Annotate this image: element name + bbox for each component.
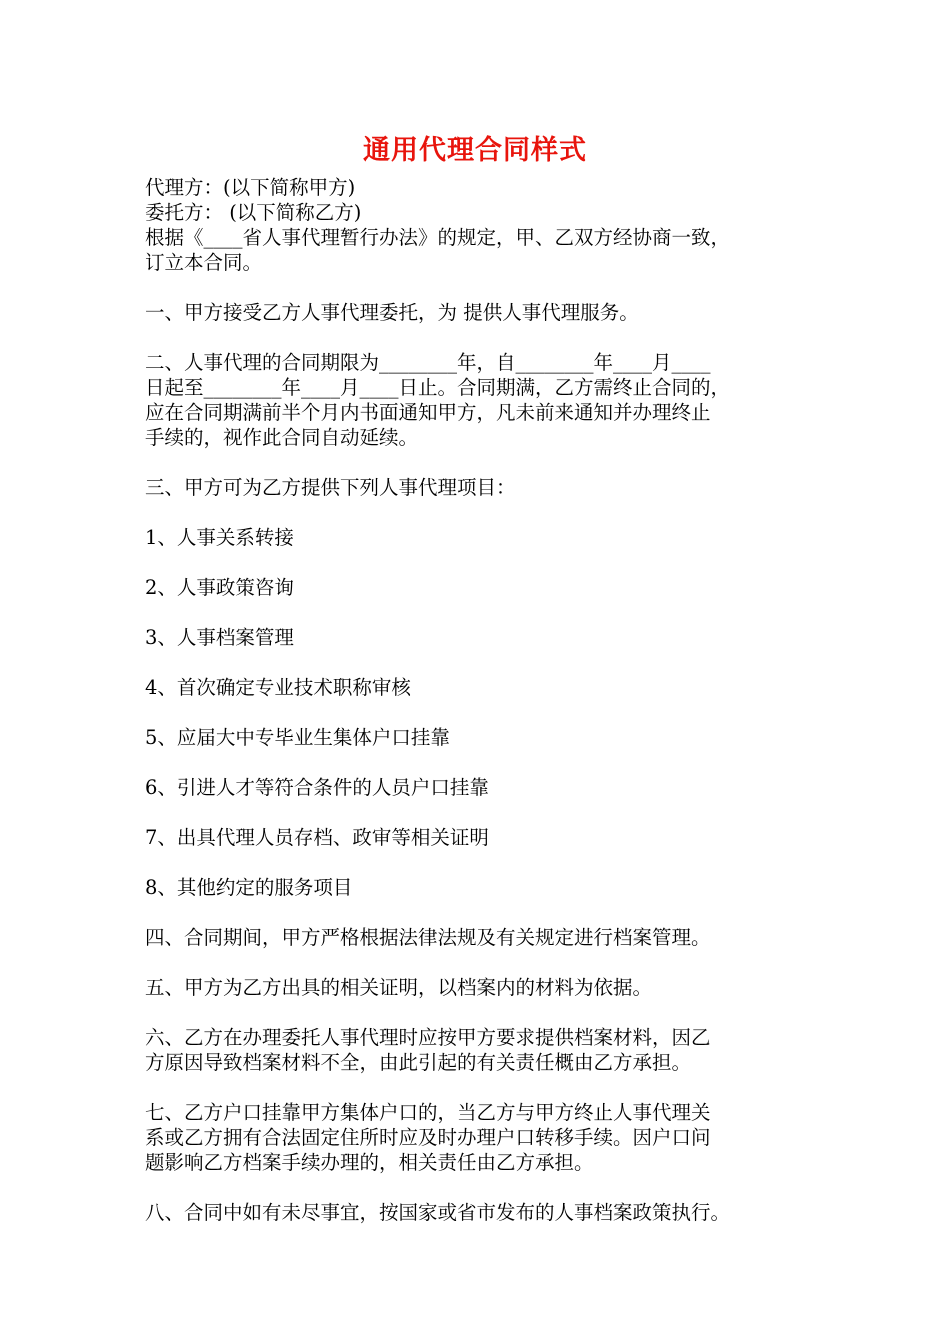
document-line: 方原因导致档案材料不全，由此引起的有关责任概由乙方承担。 — [145, 1051, 692, 1074]
document-line: 5、应届大中专毕业生集体户口挂靠 — [145, 726, 450, 749]
document-title: 通用代理合同样式 — [363, 135, 587, 166]
document-line: 六、乙方在办理委托人事代理时应按甲方要求提供档案材料，因乙 — [145, 1026, 711, 1049]
paragraph-gap — [145, 750, 825, 775]
document-line: 4、首次确定专业技术职称审核 — [145, 676, 411, 699]
paragraph-gap — [145, 600, 825, 625]
document-line: 2、人事政策咨询 — [145, 576, 294, 599]
document-line: 订立本合同。 — [145, 251, 263, 274]
document-line: 题影响乙方档案手续办理的，相关责任由乙方承担。 — [145, 1151, 594, 1174]
paragraph-gap — [145, 1075, 825, 1100]
document-line: 三、甲方可为乙方提供下列人事代理项目： — [145, 476, 516, 499]
document-line: 根据《____省人事代理暂行办法》的规定，甲、乙双方经协商一致， — [145, 226, 731, 249]
paragraph-gap — [145, 275, 825, 300]
paragraph-gap — [145, 800, 825, 825]
document-line: 代理方：(以下简称甲方) — [145, 176, 356, 199]
document-line: 五、甲方为乙方出具的相关证明，以档案内的材料为依据。 — [145, 976, 653, 999]
paragraph-gap — [145, 700, 825, 725]
paragraph-gap — [145, 650, 825, 675]
document-line: 四、合同期间，甲方严格根据法律法规及有关规定进行档案管理。 — [145, 926, 711, 949]
document-line: 6、引进人才等符合条件的人员户口挂靠 — [145, 776, 489, 799]
paragraph-gap — [145, 450, 825, 475]
document-line: 一、甲方接受乙方人事代理委托，为 提供人事代理服务。 — [145, 301, 639, 324]
document-line: 7、出具代理人员存档、政审等相关证明 — [145, 826, 489, 849]
document-line: 3、人事档案管理 — [145, 626, 294, 649]
document-line: 8、其他约定的服务项目 — [145, 876, 353, 899]
paragraph-gap — [145, 1000, 825, 1025]
paragraph-gap — [145, 900, 825, 925]
document-line: 系或乙方拥有合法固定住所时应及时办理户口转移手续。因户口问 — [145, 1126, 711, 1149]
paragraph-gap — [145, 1175, 825, 1200]
paragraph-gap — [145, 325, 825, 350]
paragraph-gap — [145, 850, 825, 875]
document-line: 日起至________年____月____日止。合同期满，乙方需终止合同的， — [145, 376, 731, 399]
document-line: 1、人事关系转接 — [145, 526, 294, 549]
document-line: 委托方： (以下简称乙方) — [145, 201, 362, 224]
document-line: 手续的，视作此合同自动延续。 — [145, 426, 419, 449]
document-body — [145, 175, 825, 1225]
paragraph-gap — [145, 500, 825, 525]
document-line: 七、乙方户口挂靠甲方集体户口的，当乙方与甲方终止人事代理关 — [145, 1101, 711, 1124]
document-line: 八、合同中如有未尽事宜，按国家或省市发布的人事档案政策执行。 — [145, 1201, 731, 1224]
document-line: 二、人事代理的合同期限为________年，自________年____月____ — [145, 351, 711, 374]
document-line: 应在合同期满前半个月内书面通知甲方，凡未前来通知并办理终止 — [145, 401, 711, 424]
paragraph-gap — [145, 550, 825, 575]
paragraph-gap — [145, 950, 825, 975]
